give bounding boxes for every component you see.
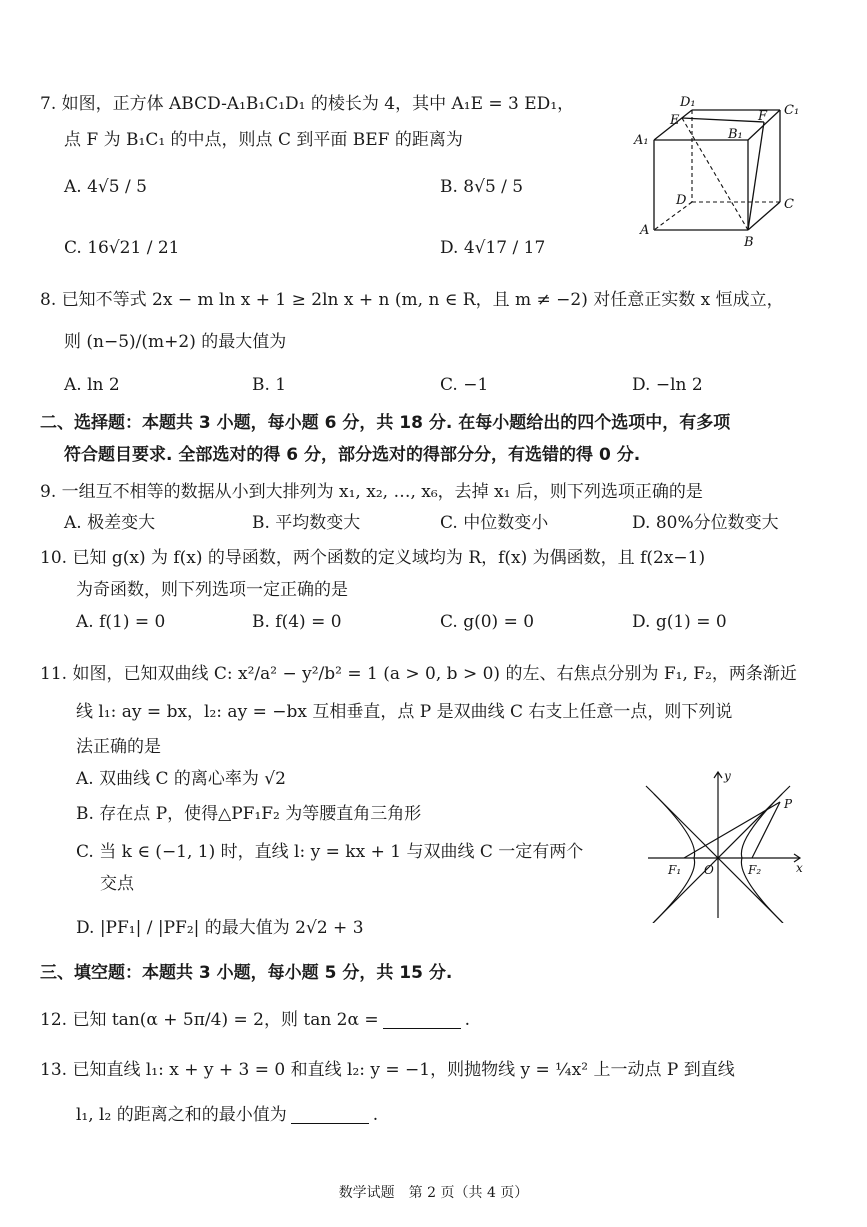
cube-figure <box>630 92 810 252</box>
q12-answer-blank[interactable] <box>383 1012 461 1029</box>
q8-stem-line2: 则 (n−5)/(m+2) 的最大值为 <box>64 332 287 352</box>
q13-stem-text: l₁, l₂ 的距离之和的最小值为 <box>76 1105 287 1125</box>
hyperbola-label-o: O <box>704 863 714 877</box>
hyperbola-label-f1: F₁ <box>668 863 682 877</box>
q10-stem-line1: 10. 已知 g(x) 为 f(x) 的导函数，两个函数的定义域均为 R，f(x) 为偶函数，且 f(2x−1) <box>40 548 706 568</box>
hyperbola-label-y: y <box>724 769 731 783</box>
q9-option-d: D. 80%分位数变大 <box>632 513 779 533</box>
q10-option-d: D. g(1) = 0 <box>632 612 727 632</box>
q13-stem-line1: 13. 已知直线 l₁: x + y + 3 = 0 和直线 l₂: y = −1，则抛物线 y = ¼x² 上一动点 P 到直线 <box>40 1060 735 1080</box>
cube-label-b: B <box>744 235 754 250</box>
q12-stem <box>40 1008 470 1032</box>
q10-option-a: A. f(1) = 0 <box>76 612 166 632</box>
q7-option-c: C. 16√21 / 21 <box>64 238 180 258</box>
q12-stem-text: 12. 已知 tan(α + 5π/4) = 2，则 tan 2α = <box>40 1010 379 1030</box>
q7-stem-line2: 点 F 为 B₁C₁ 的中点，则点 C 到平面 BEF 的距离为 <box>64 130 463 150</box>
cube-label-a: A <box>640 223 650 238</box>
q11-option-a: A. 双曲线 C 的离心率为 √2 <box>76 769 286 789</box>
q11-stem-line3: 法正确的是 <box>76 737 161 757</box>
hyperbola-label-x: x <box>796 861 803 875</box>
q9-option-b: B. 平均数变大 <box>252 513 361 533</box>
cube-label-d1: D₁ <box>680 95 696 110</box>
cube-label-f: F <box>758 109 768 124</box>
q11-stem-line1: 11. 如图，已知双曲线 C: x²/a² − y²/b² = 1 (a > 0, b > 0) 的左、右焦点分别为 F₁, F₂，两条渐近 <box>40 664 797 684</box>
q13-stem-end: . <box>372 1105 379 1125</box>
q9-option-c: C. 中位数变小 <box>440 513 549 533</box>
q11-option-d: D. |PF₁| / |PF₂| 的最大值为 2√2 + 3 <box>76 918 364 938</box>
q10-option-c: C. g(0) = 0 <box>440 612 535 632</box>
q11-option-c-line1: C. 当 k ∈ (−1, 1) 时，直线 l: y = kx + 1 与双曲线 C 一定有两个 <box>76 842 584 862</box>
cube-label-c: C <box>784 197 794 212</box>
q8-stem-line1: 8. 已知不等式 2x − m ln x + 1 ≥ 2ln x + n (m, n ∈ R，且 m ≠ −2) 对任意正实数 x 恒成立， <box>40 290 784 310</box>
q12-stem-end: . <box>464 1010 471 1030</box>
q11-stem-line2: 线 l₁: ay = bx，l₂: ay = −bx 互相垂直，点 P 是双曲线 C 右支上任意一点，则下列说 <box>76 702 733 722</box>
section2-heading-line1: 二、选择题：本题共 3 小题，每小题 6 分，共 18 分. 在每小题给出的四个选项中，有多项 <box>40 413 731 433</box>
q8-option-d: D. −ln 2 <box>632 375 703 395</box>
q11-option-c-line2: 交点 <box>100 874 134 894</box>
cube-label-e: E <box>670 113 680 128</box>
hyperbola-figure <box>640 768 815 923</box>
cube-label-c1: C₁ <box>784 103 800 118</box>
q7-option-b: B. 8√5 / 5 <box>440 177 524 197</box>
q11-option-b: B. 存在点 P，使得△PF₁F₂ 为等腰直角三角形 <box>76 804 422 824</box>
q8-option-c: C. −1 <box>440 375 489 395</box>
q13-stem-line2 <box>76 1103 378 1127</box>
cube-label-a1: A₁ <box>634 133 649 148</box>
q7-option-a: A. 4√5 / 5 <box>64 177 147 197</box>
q9-option-a: A. 极差变大 <box>64 513 156 533</box>
hyperbola-label-f2: F₂ <box>748 863 762 877</box>
section3-heading: 三、填空题：本题共 3 小题，每小题 5 分，共 15 分. <box>40 963 453 983</box>
page-footer: 数学试题 第 2 页（共 4 页） <box>338 1185 529 1201</box>
q13-answer-blank[interactable] <box>291 1107 369 1124</box>
q8-option-a: A. ln 2 <box>64 375 120 395</box>
section2-heading-line2: 符合题目要求. 全部选对的得 6 分，部分选对的得部分分，有选错的得 0 分. <box>64 445 641 465</box>
q10-option-b: B. f(4) = 0 <box>252 612 342 632</box>
q7-option-d: D. 4√17 / 17 <box>440 238 546 258</box>
hyperbola-label-p: P <box>784 797 793 811</box>
q9-stem-line1: 9. 一组互不相等的数据从小到大排列为 x₁, x₂, …, x₆，去掉 x₁ 后，则下列选项正确的是 <box>40 482 703 502</box>
cube-label-b1: B₁ <box>728 127 743 142</box>
q7-stem-line1: 7. 如图，正方体 ABCD-A₁B₁C₁D₁ 的棱长为 4，其中 A₁E = 3 ED₁， <box>40 94 575 114</box>
q8-option-b: B. 1 <box>252 375 287 395</box>
q10-stem-line2: 为奇函数，则下列选项一定正确的是 <box>76 580 348 600</box>
cube-label-d: D <box>676 193 687 208</box>
